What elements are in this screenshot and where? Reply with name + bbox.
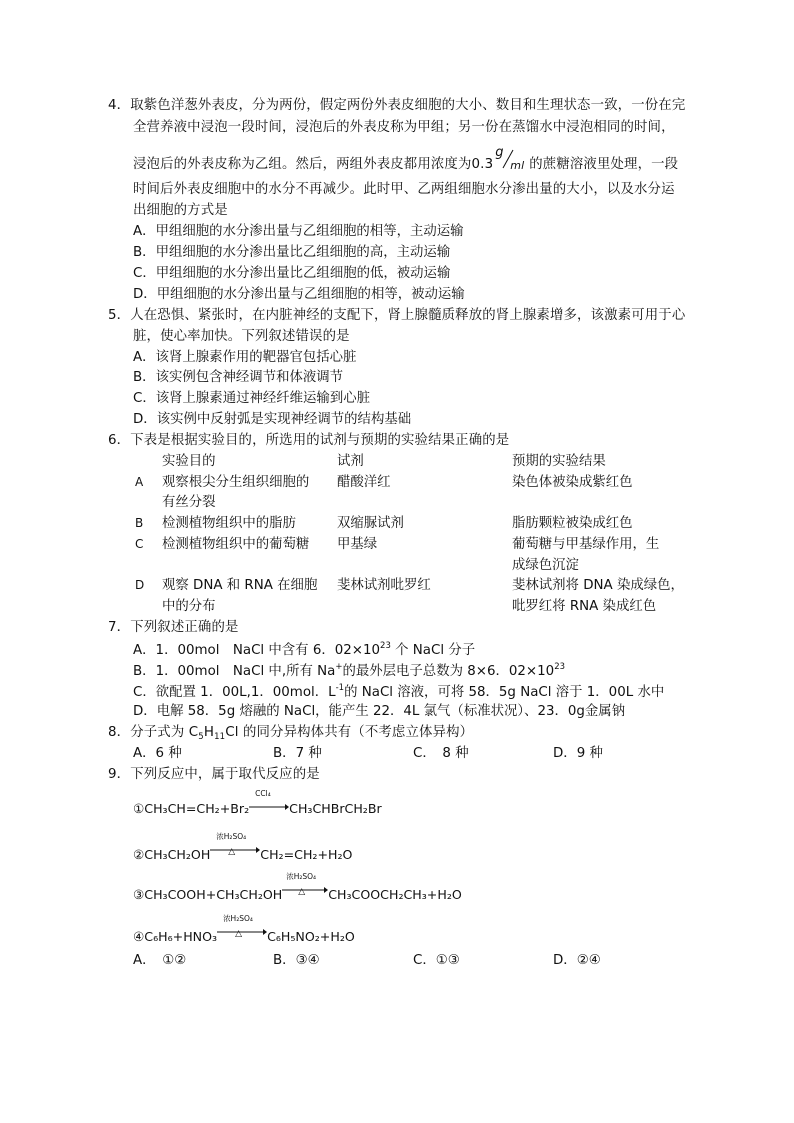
q7-option-b-text: B．1．00mol NaCl 中,所有 Na: [133, 664, 336, 679]
q6-row-b-label: B: [135, 516, 144, 530]
arrow-icon: [249, 799, 289, 815]
q8-stem-end: Cl 的同分异构体共有（不考虑立体异构）: [225, 725, 474, 740]
q4-option-b: B．甲组细胞的水分渗出量比乙组细胞的高，主动运输: [133, 245, 451, 260]
concentration-number: 0.3: [471, 157, 494, 172]
q9-option-d: D．②④: [553, 953, 601, 968]
q4-line-3: [133, 145, 679, 172]
q6-row-b-purpose: 检测植物组织中的脂肪: [162, 516, 296, 531]
q4-line-3b: 的蔗糖溶液里处理，一段: [529, 157, 679, 172]
arrow-icon: [282, 885, 328, 901]
arrow-icon: [210, 845, 260, 861]
q6-row-d-label: D: [135, 578, 145, 592]
q9-option-a: A． ①②: [133, 953, 187, 968]
q7-option-a-exponent: 23: [380, 641, 391, 651]
reaction-3-arrow: [282, 872, 328, 901]
q7-option-b-text-end: 的最外层电子总数为 8×6．02×10: [342, 664, 555, 679]
q4-line-2: 全营养液中浸泡一段时间，浸泡后的外表皮称为甲组；另一份在蒸馏水中浸泡相同的时间，: [133, 120, 675, 135]
q4-line-4: 时间后外表皮细胞中的水分不再减少。此时甲、乙两组细胞水分渗出量的大小，以及水分运: [133, 182, 675, 197]
q6-row-c-result-cont: 成绿色沉淀: [512, 558, 579, 573]
q7-option-d: D．电解 58．5g 熔融的 NaCl，能产生 22．4L 氯气（标准状况）、23．0g金属钠: [133, 704, 626, 719]
q6-row-b-reagent: 双缩脲试剂: [337, 516, 404, 531]
q7-stem: 7．下列叙述正确的是: [108, 620, 239, 635]
concentration-unit-g: g: [495, 145, 504, 160]
q7-option-c-exponent: -1: [335, 683, 345, 693]
q4-line-5: 出细胞的方式是: [133, 203, 228, 218]
reaction-4-condition-heat: △: [235, 929, 242, 939]
q6-row-b-result: 脂肪颗粒被染成红色: [512, 516, 633, 531]
q7-option-a: [133, 642, 475, 657]
q7-option-a-text: A．1．00mol NaCl 中含有 6．02×10: [133, 643, 381, 658]
q6-row-c-purpose: 检测植物组织中的葡萄糖: [162, 537, 310, 552]
reaction-4-products: C₆H₅NO₂+H₂O: [267, 929, 355, 944]
q8-option-b: B．7 种: [273, 746, 322, 761]
reaction-4-condition-acid: 浓H₂SO₄: [223, 914, 253, 923]
q6-row-a-label: A: [135, 475, 144, 489]
reaction-1-products: CH₃CHBrCH₂Br: [289, 801, 382, 816]
q9-stem: 9．下列反应中，属于取代反应的是: [108, 767, 320, 782]
q8-option-c: C． 8 种: [413, 746, 469, 761]
q5-option-c: C．该肾上腺素通过神经纤维运输到心脏: [133, 391, 370, 406]
reaction-4-arrow: [217, 914, 267, 943]
concentration-unit-ml: ml: [510, 159, 525, 172]
reaction-2-products: CH₂=CH₂+H₂O: [260, 847, 353, 862]
concentration-fraction: [493, 145, 529, 172]
q6-row-d-result-cont: 吡罗红将 RNA 染成红色: [512, 599, 657, 614]
arrow-icon: [217, 927, 267, 943]
q6-row-c-label: C: [135, 537, 144, 551]
q5-option-d: D．该实例中反射弧是实现神经调节的结构基础: [133, 412, 412, 427]
q7-option-b-exponent: 23: [554, 662, 566, 672]
q9-option-b: B．③④: [273, 953, 320, 968]
q4-option-c: C．甲组细胞的水分渗出量比乙组细胞的低，被动运输: [133, 266, 451, 281]
q6-header-result: 预期的实验结果: [512, 454, 606, 469]
q6-row-d-purpose-cont: 中的分布: [162, 599, 216, 614]
reaction-2-arrow: [210, 832, 260, 861]
q7-option-b: [133, 663, 565, 678]
q6-header-reagent: 试剂: [337, 454, 364, 469]
q6-row-a-purpose-cont: 有丝分裂: [162, 495, 216, 510]
reaction-1: [133, 789, 382, 816]
reaction-1-condition: CCl₄: [255, 789, 271, 798]
q4-option-d: D．甲组细胞的水分渗出量与乙组细胞的相等，被动运输: [133, 287, 465, 302]
q8-subscript-5: 5: [198, 732, 204, 742]
q6-row-d-purpose: 观察 DNA 和 RNA 在细胞: [162, 578, 318, 593]
q5-option-b: B．该实例包含神经调节和体液调节: [133, 370, 344, 385]
q4-line-1: 4．取紫色洋葱外表皮，分为两份，假定两份外表皮细胞的大小、数目和生理状态一致，一份在完: [108, 98, 686, 113]
q4-option-a: A．甲组细胞的水分渗出量与乙组细胞的相等，主动运输: [133, 224, 464, 239]
q8-stem-text: 8．分子式为 C: [108, 725, 199, 740]
q6-row-c-reagent: 甲基绿: [337, 537, 378, 552]
q5-line-2: 脏，使心率加快。下列叙述错误的是: [133, 329, 350, 344]
q7-option-c: [133, 684, 664, 699]
reaction-2-condition-heat: △: [228, 847, 236, 857]
q5-option-a: A．该肾上腺素作用的靶器官包括心脏: [133, 350, 357, 365]
q5-line-1: 5．人在恐惧、紧张时，在内脏神经的支配下，肾上腺髓质释放的肾上腺素增多，该激素可用于心: [108, 308, 686, 323]
reaction-2-condition-acid: 浓H₂SO₄: [216, 832, 247, 841]
q6-row-d-reagent: 斐林试剂吡罗红: [337, 578, 431, 593]
reaction-4-reactants: ④C₆H₆+HNO₃: [133, 929, 218, 944]
q7-option-c-text: C．欲配置 1．00L,1．00mol．L: [133, 685, 336, 700]
reaction-4: [133, 914, 355, 944]
reaction-2-reactants: ②CH₃CH₂OH: [133, 847, 211, 862]
q6-row-a-purpose: 观察根尖分生组织细胞的: [162, 475, 310, 490]
reaction-3-condition-acid: 浓H₂SO₄: [286, 872, 317, 881]
q6-row-d-result: 斐林试剂将 DNA 染成绿色，: [512, 578, 684, 593]
reaction-3-condition-heat: △: [298, 887, 306, 897]
q6-header-purpose: 实验目的: [162, 454, 216, 469]
reaction-1-arrow: [249, 789, 289, 815]
q8-option-a: A．6 种: [133, 746, 182, 761]
q6-row-c-result: 葡萄糖与甲基绿作用，生: [512, 537, 660, 552]
q7-option-c-text-end: 的 NaCl 溶液，可将 58．5g NaCl 溶于 1．00L 水中: [344, 685, 665, 700]
reaction-3: [133, 872, 462, 902]
q6-row-a-reagent: 醋酸洋红: [337, 475, 391, 490]
q6-stem: 6．下表是根据实验目的，所选用的试剂与预期的实验结果正确的是: [108, 433, 510, 448]
q7-option-a-text-end: 个 NaCl 分子: [390, 643, 476, 658]
q6-row-a-result: 染色体被染成紫红色: [512, 475, 633, 490]
q8-stem-h: H: [203, 725, 215, 740]
reaction-1-reactants: ①CH₃CH=CH₂+Br₂: [133, 801, 250, 816]
reaction-3-products: CH₃COOCH₂CH₃+H₂O: [328, 887, 462, 902]
q4-line-3a: 浸泡后的外表皮称为乙组。然后，两组外表皮都用浓度为: [133, 157, 472, 172]
q8-subscript-11: 11: [214, 732, 226, 742]
reaction-3-reactants: ③CH₃COOH+CH₃CH₂OH: [133, 887, 283, 902]
reaction-2: [133, 832, 353, 862]
q8-option-d: D．9 种: [553, 746, 603, 761]
q8-stem: [108, 726, 473, 742]
q7-option-b-charge: +: [335, 662, 343, 672]
q9-option-c: C．①③: [413, 953, 460, 968]
